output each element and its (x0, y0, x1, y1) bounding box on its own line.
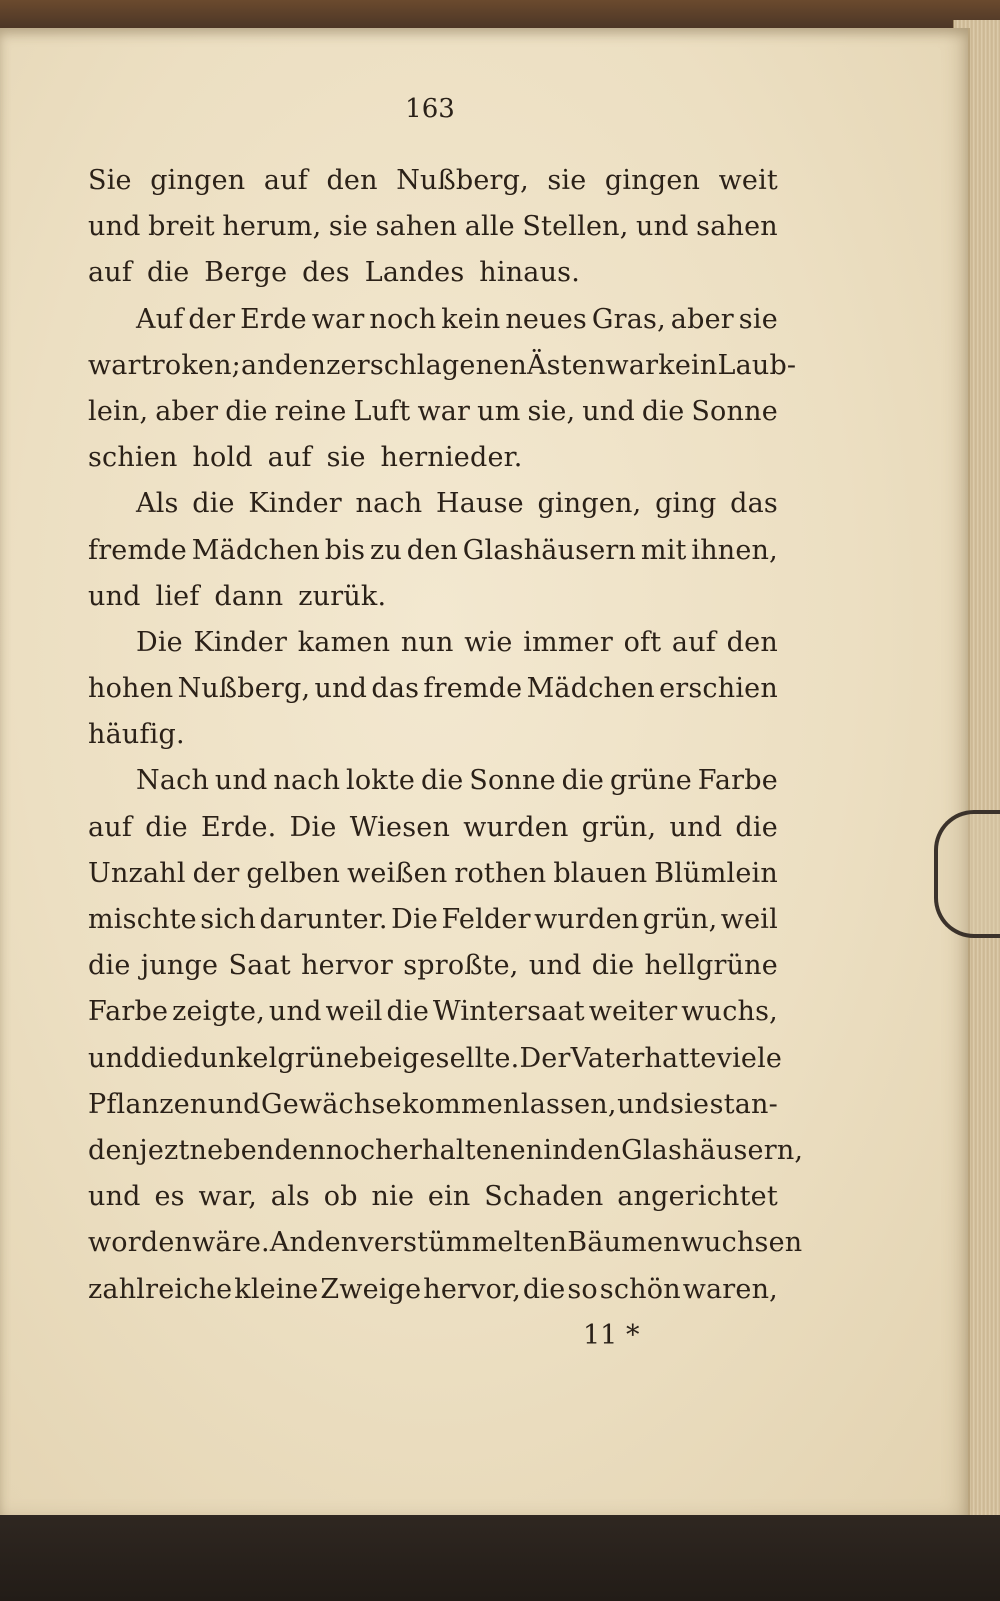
word: und (88, 1181, 141, 1213)
word: war (311, 303, 365, 335)
word: ob (323, 1181, 358, 1213)
word: bis (324, 534, 366, 566)
word: die (386, 996, 430, 1028)
word: Kinder (193, 626, 288, 658)
word: die (561, 765, 605, 797)
word: fremde (88, 534, 187, 566)
text-line (88, 250, 778, 296)
word: erschien (659, 673, 778, 705)
word: Nußberg, (396, 165, 529, 196)
word: an (240, 349, 275, 381)
word: die (522, 1273, 566, 1305)
word: sie (670, 1088, 710, 1120)
word: Zweige (320, 1273, 422, 1305)
word: sie (328, 211, 368, 243)
text-line (88, 158, 778, 204)
word: lassen, (520, 1088, 617, 1120)
word: grün, (642, 904, 718, 935)
word: des (302, 257, 350, 289)
word: in (543, 1134, 570, 1166)
word: den (406, 534, 458, 566)
word: sahen (375, 211, 458, 243)
text-line (88, 1036, 783, 1082)
word: verstümmelten (358, 1227, 568, 1259)
word: und (88, 580, 141, 612)
word: hold (192, 442, 253, 474)
word: Bäumen (567, 1227, 681, 1259)
word: Die (136, 626, 183, 658)
text-line (88, 1174, 778, 1220)
word: An (269, 1227, 308, 1259)
word: schön (599, 1273, 681, 1305)
word: stan- (709, 1088, 778, 1120)
word: wie (464, 626, 513, 658)
word: Wintersaat (432, 996, 585, 1028)
word: Der (519, 1042, 571, 1074)
word: kleine (234, 1273, 319, 1305)
word: sahen (696, 211, 778, 243)
book-cover-top (0, 0, 1000, 30)
table-surface (0, 1515, 1000, 1601)
text-line (88, 204, 778, 250)
word: es (154, 1181, 185, 1213)
word: gingen (604, 165, 701, 196)
word: sie, (527, 395, 576, 427)
body-text (88, 158, 804, 1313)
word: Laub- (717, 349, 797, 381)
word: worden (88, 1227, 193, 1259)
word: den (569, 1134, 622, 1166)
word: zurük. (298, 580, 387, 612)
word: und (214, 765, 268, 797)
word: neben (189, 1134, 275, 1166)
text-line (88, 528, 778, 574)
word: oft (623, 626, 662, 658)
word: dunkelgrüne (183, 1042, 360, 1074)
word: und (314, 673, 368, 705)
word: Kinder (248, 488, 342, 520)
word: hernieder. (380, 442, 523, 474)
word: sie (547, 165, 587, 196)
word: Unzahl (88, 857, 186, 889)
word: hinaus. (479, 257, 581, 289)
word: wuchs, (681, 996, 778, 1028)
text-line (88, 989, 778, 1035)
text-line (88, 851, 778, 897)
word: und (88, 211, 141, 243)
word: war (605, 349, 659, 381)
text-line (88, 666, 778, 712)
word: das (371, 673, 420, 705)
word: auf (671, 626, 717, 658)
word: Berge (204, 257, 288, 289)
word: und (669, 811, 723, 843)
text-line (88, 805, 778, 851)
word: lief (155, 580, 200, 612)
word: Sonne (469, 765, 556, 797)
word: gingen (150, 165, 246, 196)
word: wurden (463, 811, 569, 843)
word: auf (263, 165, 308, 196)
word: Auf (136, 303, 184, 335)
word: ging (655, 488, 717, 520)
text-line (88, 897, 778, 943)
word: um (477, 395, 521, 427)
word: Vater (570, 1042, 645, 1074)
word: noch (369, 303, 437, 335)
text-line (88, 435, 778, 481)
word: den (326, 165, 378, 196)
word: Die (391, 904, 439, 935)
word: und (207, 1088, 261, 1120)
word: der (192, 857, 240, 889)
page-clip (934, 810, 1000, 938)
text-line (88, 1267, 778, 1313)
word: den (307, 1227, 359, 1259)
word: zerschlagenen (326, 349, 527, 381)
text-line (88, 389, 778, 435)
word: so (567, 1273, 598, 1305)
word: Sie (88, 165, 132, 196)
word: Ästen (526, 349, 606, 381)
word: Gras, (591, 303, 666, 335)
text-line (88, 620, 778, 666)
word: lein, (88, 395, 149, 427)
word: wäre. (192, 1227, 270, 1259)
word: die (192, 488, 235, 520)
word: das (730, 488, 778, 520)
word: zu (369, 534, 402, 566)
word: alle (464, 211, 515, 243)
word: angerichtet (617, 1181, 778, 1213)
word: den (726, 626, 778, 658)
word: hellgrüne (644, 950, 778, 982)
word: neues (505, 303, 587, 335)
word: sich (200, 904, 257, 935)
word: ihnen, (691, 534, 778, 566)
word: waren, (682, 1273, 778, 1305)
word: Wiesen (349, 811, 451, 843)
text-line (88, 297, 778, 343)
word: Luft (353, 395, 411, 427)
word: zeigte, (172, 996, 265, 1028)
word: aber (670, 303, 734, 335)
word: noch (325, 1134, 393, 1166)
word: Glashäusern (462, 534, 637, 566)
word: Schaden (484, 1181, 604, 1213)
word: weit (718, 165, 778, 196)
signature-mark: 11 * (583, 1320, 640, 1351)
word: kein (441, 303, 501, 335)
word: den (88, 1134, 140, 1166)
word: breit (148, 211, 215, 243)
word: weißen (347, 857, 448, 889)
word: sie (738, 303, 778, 335)
word: auf (267, 442, 312, 474)
word: gelben (246, 857, 341, 889)
word: die (420, 765, 464, 797)
word: rothen (454, 857, 547, 889)
word: weil (720, 904, 778, 935)
word: und (582, 395, 635, 427)
word: Sonne (691, 395, 778, 427)
word: sproßte, (403, 950, 519, 982)
word: Die (289, 811, 337, 843)
word: jezt (139, 1134, 190, 1166)
word: herum, (222, 211, 322, 243)
word: Hause (435, 488, 524, 520)
word: häufig. (88, 719, 185, 751)
word: zahlreiche (88, 1273, 233, 1305)
word: Stellen, (522, 211, 629, 243)
word: Nach (136, 765, 210, 797)
text-line (88, 574, 778, 620)
word: Erde (240, 303, 307, 335)
word: war (417, 395, 471, 427)
word: weil (325, 996, 383, 1028)
word: grüne (609, 765, 692, 797)
text-line (88, 343, 797, 389)
word: immer (523, 626, 613, 658)
text-line (88, 712, 778, 758)
word: schien (88, 442, 178, 474)
word: beigesellte. (359, 1042, 520, 1074)
word: nach (355, 488, 423, 520)
word: war, (198, 1181, 258, 1213)
word: die (591, 950, 635, 982)
word: gingen, (537, 488, 642, 520)
word: Mädchen (191, 534, 321, 566)
word: lokte (346, 765, 416, 797)
word: fremde (423, 673, 523, 705)
word: kamen (297, 626, 391, 658)
word: die (145, 811, 188, 843)
text-line (88, 1082, 778, 1128)
text-line (88, 1220, 803, 1266)
word: die (88, 950, 131, 982)
word: dann (214, 580, 284, 612)
word: auf (88, 257, 133, 289)
word: Saat (228, 950, 291, 982)
word: reine (274, 395, 347, 427)
word: und (636, 211, 689, 243)
word: Gewächse (260, 1088, 402, 1120)
word: der (188, 303, 236, 335)
word: blauen (553, 857, 648, 889)
word: grün, (581, 811, 657, 843)
word: erhaltenen (392, 1134, 544, 1166)
word: nie (371, 1181, 415, 1213)
word: den (274, 349, 327, 381)
word: Farbe (88, 996, 169, 1028)
word: nun (400, 626, 454, 658)
text-line (88, 758, 778, 804)
word: weiter (588, 996, 678, 1028)
word: junge (140, 950, 219, 982)
word: und (268, 996, 322, 1028)
text-line (88, 481, 778, 527)
word: Blümlein (654, 857, 778, 889)
text-line (88, 943, 778, 989)
word: ein (427, 1181, 471, 1213)
word: hervor (301, 950, 393, 982)
word: viele (716, 1042, 783, 1074)
word: die (735, 811, 778, 843)
word: war (88, 349, 141, 381)
word: troken; (140, 349, 241, 381)
word: wuchsen (680, 1227, 803, 1259)
word: Glashäusern, (621, 1134, 804, 1166)
word: Farbe (697, 765, 778, 797)
word: Mädchen (526, 673, 655, 705)
word: Felder (441, 904, 531, 935)
word: sie (326, 442, 366, 474)
text-line (88, 1128, 804, 1174)
word: Erde. (201, 811, 277, 843)
word: die (146, 257, 190, 289)
word: wurden (534, 904, 640, 935)
page-number: 163 (405, 94, 455, 124)
word: Nußberg, (177, 673, 311, 705)
word: kein (658, 349, 718, 381)
word: die (140, 1042, 184, 1074)
word: mischte (88, 904, 197, 935)
word: nach (273, 765, 341, 797)
word: mit (640, 534, 687, 566)
word: Als (136, 488, 179, 520)
word: den (274, 1134, 326, 1166)
word: Landes (364, 257, 465, 289)
word: Pflanzen (88, 1088, 208, 1120)
word: als (270, 1181, 310, 1213)
word: aber (155, 395, 219, 427)
word: hohen (88, 673, 174, 705)
word: und (617, 1088, 670, 1120)
word: und (88, 1042, 141, 1074)
word: darunter. (259, 904, 388, 935)
word: die (225, 395, 268, 427)
word: auf (88, 811, 133, 843)
word: hatte (644, 1042, 717, 1074)
word: die (641, 395, 685, 427)
word: hervor, (423, 1273, 521, 1305)
word: und (528, 950, 582, 982)
word: kommen (402, 1088, 521, 1120)
